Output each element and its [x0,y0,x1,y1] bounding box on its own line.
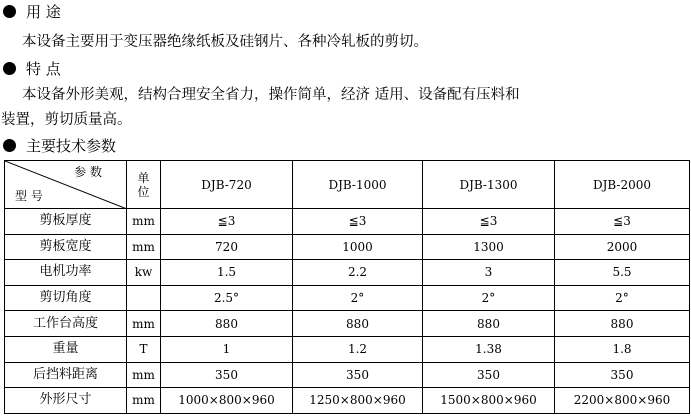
row-unit: mm [127,209,161,235]
table-row [5,362,690,388]
row-value: 2.5° [161,285,293,311]
row-value: 350 [423,362,555,388]
bullet-icon [3,62,16,75]
row-value: 1.38 [423,336,555,362]
row-value: 350 [161,362,293,388]
specs-heading: 主要技术参数 [3,137,116,156]
bullet-icon [3,139,16,152]
row-unit: mm [127,362,161,388]
row-value: 1.5 [161,260,293,286]
row-value: 1.2 [293,336,423,362]
table-row [5,260,690,286]
row-label: 剪板宽度 [5,234,127,260]
row-value: 880 [161,311,293,337]
features-text-line2: 装置，剪切质量高。 [1,112,132,128]
row-value: 1.8 [555,336,690,362]
row-label: 工作台高度 [5,311,127,337]
row-label: 后挡料距离 [5,362,127,388]
row-value: ≦3 [161,209,293,235]
row-value: ≦3 [423,209,555,235]
model-header: DJB-1300 [423,161,555,209]
model-header: DJB-2000 [555,161,690,209]
row-value: 350 [293,362,423,388]
row-label: 剪切角度 [5,285,127,311]
row-value: 1500×800×960 [423,388,555,414]
bullet-icon [3,5,16,18]
table-row [5,285,690,311]
row-value: 1250×800×960 [293,388,423,414]
row-label: 电机功率 [5,260,127,286]
row-unit [127,285,161,311]
table-header-row [5,161,690,209]
row-value: 2000 [555,234,690,260]
row-unit: kw [127,260,161,286]
features-heading: 特 点 [3,60,61,79]
row-value: ≦3 [293,209,423,235]
row-unit: mm [127,311,161,337]
usage-heading: 用 途 [3,3,61,22]
model-header: DJB-1000 [293,161,423,209]
row-value: 1000×800×960 [161,388,293,414]
row-label: 外形尺寸 [5,388,127,414]
row-value: 880 [423,311,555,337]
row-value: 1 [161,336,293,362]
row-value: 2° [423,285,555,311]
row-value: 1000 [293,234,423,260]
row-unit: T [127,336,161,362]
row-value: 720 [161,234,293,260]
table-corner-cell [5,161,127,209]
table-row [5,209,690,235]
row-label: 剪板厚度 [5,209,127,235]
model-header: DJB-720 [161,161,293,209]
row-value: 3 [423,260,555,286]
row-label: 重量 [5,336,127,362]
row-unit: mm [127,234,161,260]
features-text-line1: 本设备外形美观，结构合理安全省力，操作简单，经济 适用、设备配有压料和 [22,87,520,103]
spec-table [4,160,690,414]
unit-header: 单 位 [127,161,161,209]
row-value: 2200×800×960 [555,388,690,414]
row-value: 2.2 [293,260,423,286]
row-unit: mm [127,388,161,414]
row-value: 2° [293,285,423,311]
row-value: 880 [293,311,423,337]
table-row [5,234,690,260]
row-value: ≦3 [555,209,690,235]
table-row [5,311,690,337]
table-row [5,388,690,414]
row-value: 880 [555,311,690,337]
usage-text: 本设备主要用于变压器绝缘纸板及硅钢片、各种冷轧板的剪切。 [22,34,428,50]
row-value: 5.5 [555,260,690,286]
row-value: 1300 [423,234,555,260]
row-value: 350 [555,362,690,388]
table-row [5,336,690,362]
corner-label-params: 参 数 [74,165,102,179]
row-value: 2° [555,285,690,311]
corner-label-model: 型 号 [15,189,43,203]
